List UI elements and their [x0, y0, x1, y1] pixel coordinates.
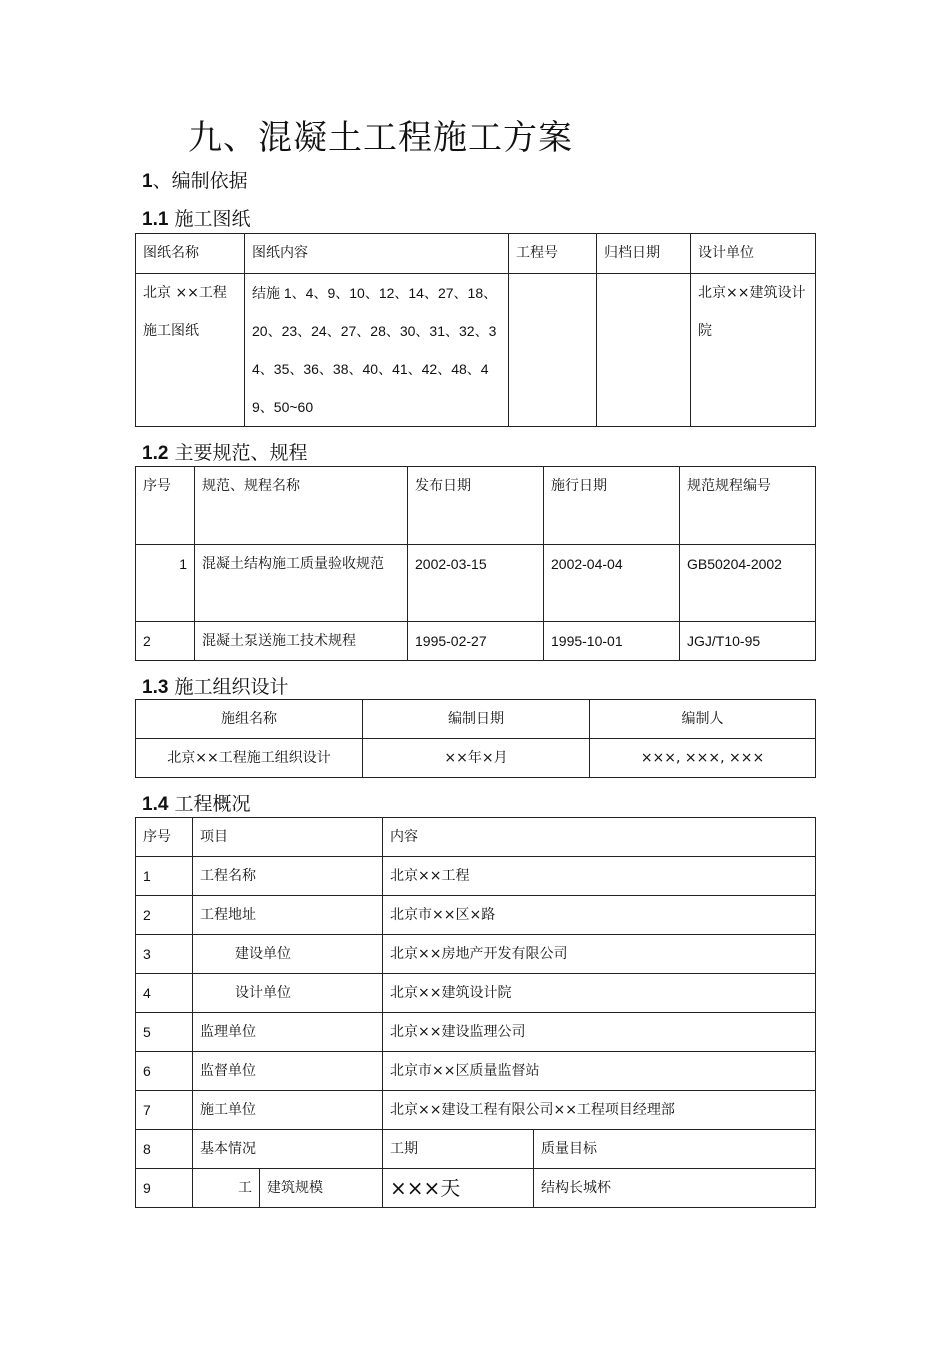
table-row	[136, 274, 816, 427]
section-number: 1.1	[142, 209, 169, 230]
header-cell: 规范、规程名称	[195, 467, 408, 545]
table-row	[136, 1130, 816, 1169]
overview-item: 施工单位	[193, 1091, 383, 1130]
section-heading-1-3	[142, 672, 288, 699]
code-number: JGJ/T10-95	[680, 622, 816, 661]
design-date: ××年×月	[363, 739, 590, 778]
row-number: 2	[136, 896, 193, 935]
header-cell: 图纸内容	[245, 234, 509, 274]
drawing-designer: 北京××建筑设计院	[691, 274, 816, 427]
overview-content: 北京市××区×路	[383, 896, 816, 935]
design-name: 北京××工程施工组织设计	[136, 739, 363, 778]
row-number: 4	[136, 974, 193, 1013]
row-number: 9	[136, 1169, 193, 1208]
drawing-project-no	[509, 274, 597, 427]
section-heading-1-1	[142, 204, 250, 231]
codes-table	[135, 466, 816, 661]
overview-item: 监督单位	[193, 1052, 383, 1091]
section-text: 主要规范、规程	[174, 442, 308, 464]
section-heading-1-2	[142, 438, 307, 465]
issued-date: 2002-03-15	[408, 545, 544, 622]
drawing-archive-date	[597, 274, 691, 427]
header-cell: 设计单位	[691, 234, 816, 274]
overview-subcategory: 工	[193, 1169, 260, 1208]
row-number: 1	[136, 545, 195, 622]
issued-date: 1995-02-27	[408, 622, 544, 661]
header-cell: 归档日期	[597, 234, 691, 274]
table-row	[136, 1169, 816, 1208]
overview-item: 监理单位	[193, 1013, 383, 1052]
table-row	[136, 896, 816, 935]
row-number: 1	[136, 857, 193, 896]
design-table	[135, 699, 816, 778]
section-text: 施工图纸	[174, 208, 251, 230]
overview-item: 建筑规模	[260, 1169, 383, 1208]
table-row	[136, 545, 816, 622]
table-row	[136, 1091, 816, 1130]
table-row	[136, 974, 816, 1013]
overview-content: 北京市××区质量监督站	[383, 1052, 816, 1091]
table-header-row	[136, 467, 816, 545]
overview-item: 建设单位	[193, 935, 383, 974]
section-number: 1.4	[142, 794, 169, 815]
drawing-content: 结施 1、4、9、10、12、14、27、18、20、23、24、27、28、30、31、32、34、35、36、38、40、41、42、48、49、50~60	[245, 274, 509, 427]
header-cell: 编制人	[590, 700, 816, 739]
header-cell: 序号	[136, 467, 195, 545]
section-text: 工程概况	[174, 793, 251, 815]
header-cell: 发布日期	[408, 467, 544, 545]
header-cell: 图纸名称	[136, 234, 245, 274]
table-header-row	[136, 234, 816, 274]
code-number: GB50204-2002	[680, 545, 816, 622]
period-label: 工期	[383, 1130, 534, 1169]
table-row	[136, 857, 816, 896]
effective-date: 2002-04-04	[544, 545, 680, 622]
section-number: 1.2	[142, 443, 169, 464]
row-number: 6	[136, 1052, 193, 1091]
row-number: 2	[136, 622, 195, 661]
section-text: 施工组织设计	[174, 676, 289, 698]
header-cell: 编制日期	[363, 700, 590, 739]
table-row	[136, 1052, 816, 1091]
row-number: 8	[136, 1130, 193, 1169]
table-row	[136, 622, 816, 661]
header-cell: 施组名称	[136, 700, 363, 739]
effective-date: 1995-10-01	[544, 622, 680, 661]
header-cell: 内容	[383, 818, 816, 857]
table-row	[136, 935, 816, 974]
drawings-table	[135, 233, 816, 427]
header-cell: 施行日期	[544, 467, 680, 545]
row-number: 7	[136, 1091, 193, 1130]
header-cell: 项目	[193, 818, 383, 857]
page-title: 九、混凝土工程施工方案	[188, 118, 573, 158]
code-name: 混凝土泵送施工技术规程	[195, 622, 408, 661]
overview-item: 工程地址	[193, 896, 383, 935]
table-row	[136, 1013, 816, 1052]
overview-item: 工程名称	[193, 857, 383, 896]
period-value: ×××天	[383, 1169, 534, 1208]
header-cell: 工程号	[509, 234, 597, 274]
row-number: 3	[136, 935, 193, 974]
overview-content: 北京××建筑设计院	[383, 974, 816, 1013]
table-row	[136, 739, 816, 778]
section-heading-1	[142, 166, 248, 193]
design-authors: ×××, ×××, ×××	[590, 739, 816, 778]
header-cell: 序号	[136, 818, 193, 857]
overview-content: 北京××房地产开发有限公司	[383, 935, 816, 974]
overview-item: 设计单位	[193, 974, 383, 1013]
section-text: 、编制依据	[152, 170, 248, 192]
row-number: 5	[136, 1013, 193, 1052]
quality-value: 结构长城杯	[534, 1169, 816, 1208]
overview-content: 北京××工程	[383, 857, 816, 896]
drawing-name: 北京 ××工程施工图纸	[136, 274, 245, 427]
table-header-row	[136, 700, 816, 739]
overview-content: 北京××建设工程有限公司××工程项目经理部	[383, 1091, 816, 1130]
section-number: 1	[142, 171, 153, 192]
section-heading-1-4	[142, 789, 250, 816]
code-name: 混凝土结构施工质量验收规范	[195, 545, 408, 622]
section-number: 1.3	[142, 677, 169, 698]
overview-item: 基本情况	[193, 1130, 383, 1169]
overview-table	[135, 817, 816, 1208]
table-header-row	[136, 818, 816, 857]
header-cell: 规范规程编号	[680, 467, 816, 545]
quality-label: 质量目标	[534, 1130, 816, 1169]
overview-content: 北京××建设监理公司	[383, 1013, 816, 1052]
